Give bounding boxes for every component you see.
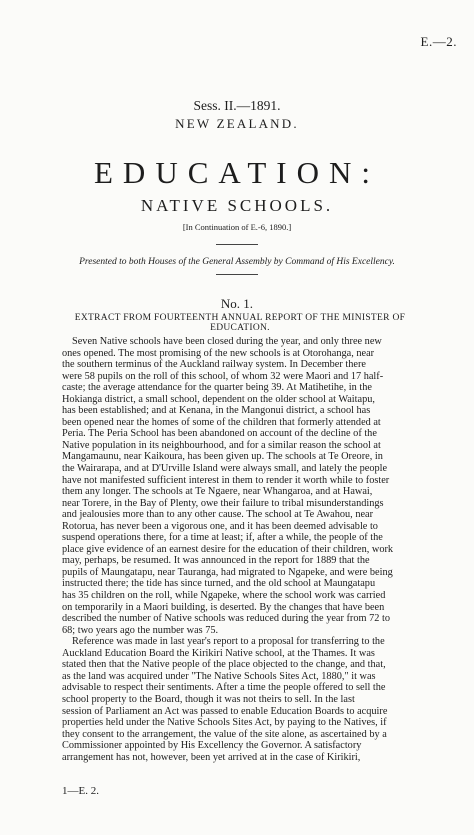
divider-rule bbox=[216, 274, 258, 275]
body-line: were 58 pupils on the roll of this school, of whom 32 were Maori and 17 half- bbox=[62, 370, 384, 382]
body-line: school property to the Board, though it was not theirs to sell. In the last bbox=[62, 693, 355, 705]
page-reference: E.—2. bbox=[420, 34, 457, 49]
body-line: pupils of Maungatapu, near Tauranga, had migrated to Ngapeke, and were being bbox=[62, 566, 393, 578]
divider-rule bbox=[216, 244, 258, 245]
section-heading-line: EDUCATION. bbox=[210, 323, 270, 333]
body-line: Commissioner appointed by His Excellency the Governor. A satisfactory bbox=[62, 740, 362, 752]
body-line: Seven Native schools have been closed during the year, and only three new bbox=[72, 336, 382, 347]
body-line: caste; the average attendance for the quarter being 39. At Matihetihe, in the bbox=[62, 382, 372, 394]
body-line: has been established; and at Kenana, in the Mangonui district, a school has bbox=[62, 405, 371, 417]
body-line: Peria. The Peria School has been abandoned on account of the decline of the bbox=[62, 428, 377, 440]
body-line: Native population in its neighbourhood, and for a similar reason the school at bbox=[62, 439, 381, 451]
body-line: advisable to respect their sentiments. After a time the people offered to sell the bbox=[62, 682, 386, 694]
body-line: Auckland Education Board the Kirikiri Native school, at the Thames. It was bbox=[62, 647, 375, 659]
body-line: instructed there; the tide has since turned, and the old school at Maungatapu bbox=[62, 578, 376, 590]
body-line: arrangement has not, however, been yet arrived at in the case of Kirikiri, bbox=[62, 751, 361, 763]
body-line: session of Parliament an Act was passed to enable Education Boards to acquire bbox=[62, 705, 388, 717]
body-line: Hokianga district, a small school, dependent on the older school at Waitapu, bbox=[62, 393, 375, 405]
section-number: No. 1. bbox=[220, 296, 254, 311]
presented-line: Presented to both Houses of the General Assembly by Command of His Excellency. bbox=[79, 257, 395, 267]
body-line: and jealousies more than to any other cause. The school at Te Awahou, near bbox=[62, 509, 374, 521]
body-line: suspend operations there, for a time at least; if, after a while, the people of the bbox=[62, 532, 383, 544]
body-line: they consent to the arrangement, the value of the site alone, as ascertained by a bbox=[62, 728, 387, 740]
body-line: Mangamaunu, near Kaikoura, has been given up. The schools at Te Oreore, in bbox=[62, 451, 383, 463]
continuation-note: [In Continuation of E.-6, 1890.] bbox=[182, 222, 292, 232]
country-line: NEW ZEALAND. bbox=[175, 116, 299, 131]
body-line: them any longer. The schools at Te Ngaere, near Whangaroa, and at Hawai, bbox=[62, 486, 373, 498]
body-line: on temporarily in a Maori building, is deserted. By the changes that have been bbox=[62, 601, 385, 613]
body-line: the Wairarapa, and at D'Urville Island were always small, and lately the people bbox=[62, 463, 388, 475]
session-line: Sess. II.—1891. bbox=[193, 98, 281, 113]
main-title: EDUCATION: bbox=[94, 155, 380, 190]
body-line: the southern terminus of the Auckland railway system. In December there bbox=[62, 359, 366, 371]
body-line: may, perhaps, be resumed. It was announced in the report for 1889 that the bbox=[62, 555, 370, 567]
body-line: 68; two years ago the number was 75. bbox=[62, 624, 219, 636]
body-line: Reference was made in last year's report to a proposal for transferring to the bbox=[72, 636, 385, 648]
body-line: properties held under the Native Schools Sites Act, by paying to the Natives, if bbox=[62, 717, 387, 729]
body-line: been opened near the homes of some of the children that formerly attended at bbox=[62, 416, 381, 428]
body-line: described the number of Native schools was reduced during the year from 72 to bbox=[62, 613, 390, 625]
section-heading bbox=[50, 313, 430, 333]
sub-title: NATIVE SCHOOLS. bbox=[140, 196, 334, 215]
body-line: as the land was acquired under "The Native Schools Sites Act, 1880," it was bbox=[62, 670, 376, 682]
body-line: stated then that the Native people of the place objected to the change, and that, bbox=[62, 659, 386, 671]
body-text bbox=[62, 336, 443, 763]
body-line: has 35 children on the roll, while Ngapeke, where the school work was carried bbox=[62, 590, 386, 602]
page-footer: 1—E. 2. bbox=[62, 785, 99, 797]
section-heading-line: EXTRACT FROM FOURTEENTH ANNUAL REPORT OF THE MINISTER OF bbox=[74, 313, 406, 323]
body-line: ones opened. The most promising of the new schools is at Otorohanga, near bbox=[62, 347, 375, 359]
body-line: have not manifested sufficient interest in them to render it worth while to foster bbox=[62, 474, 390, 486]
body-line: place give evidence of an earnest desire for the education of their children, work bbox=[62, 543, 394, 555]
body-line: near Torere, in the Bay of Plenty, owe their failure to tribal misunderstandings bbox=[62, 497, 384, 509]
body-line: Rotorua, has never been a vigorous one, and it has been deemed advisable to bbox=[62, 520, 378, 532]
